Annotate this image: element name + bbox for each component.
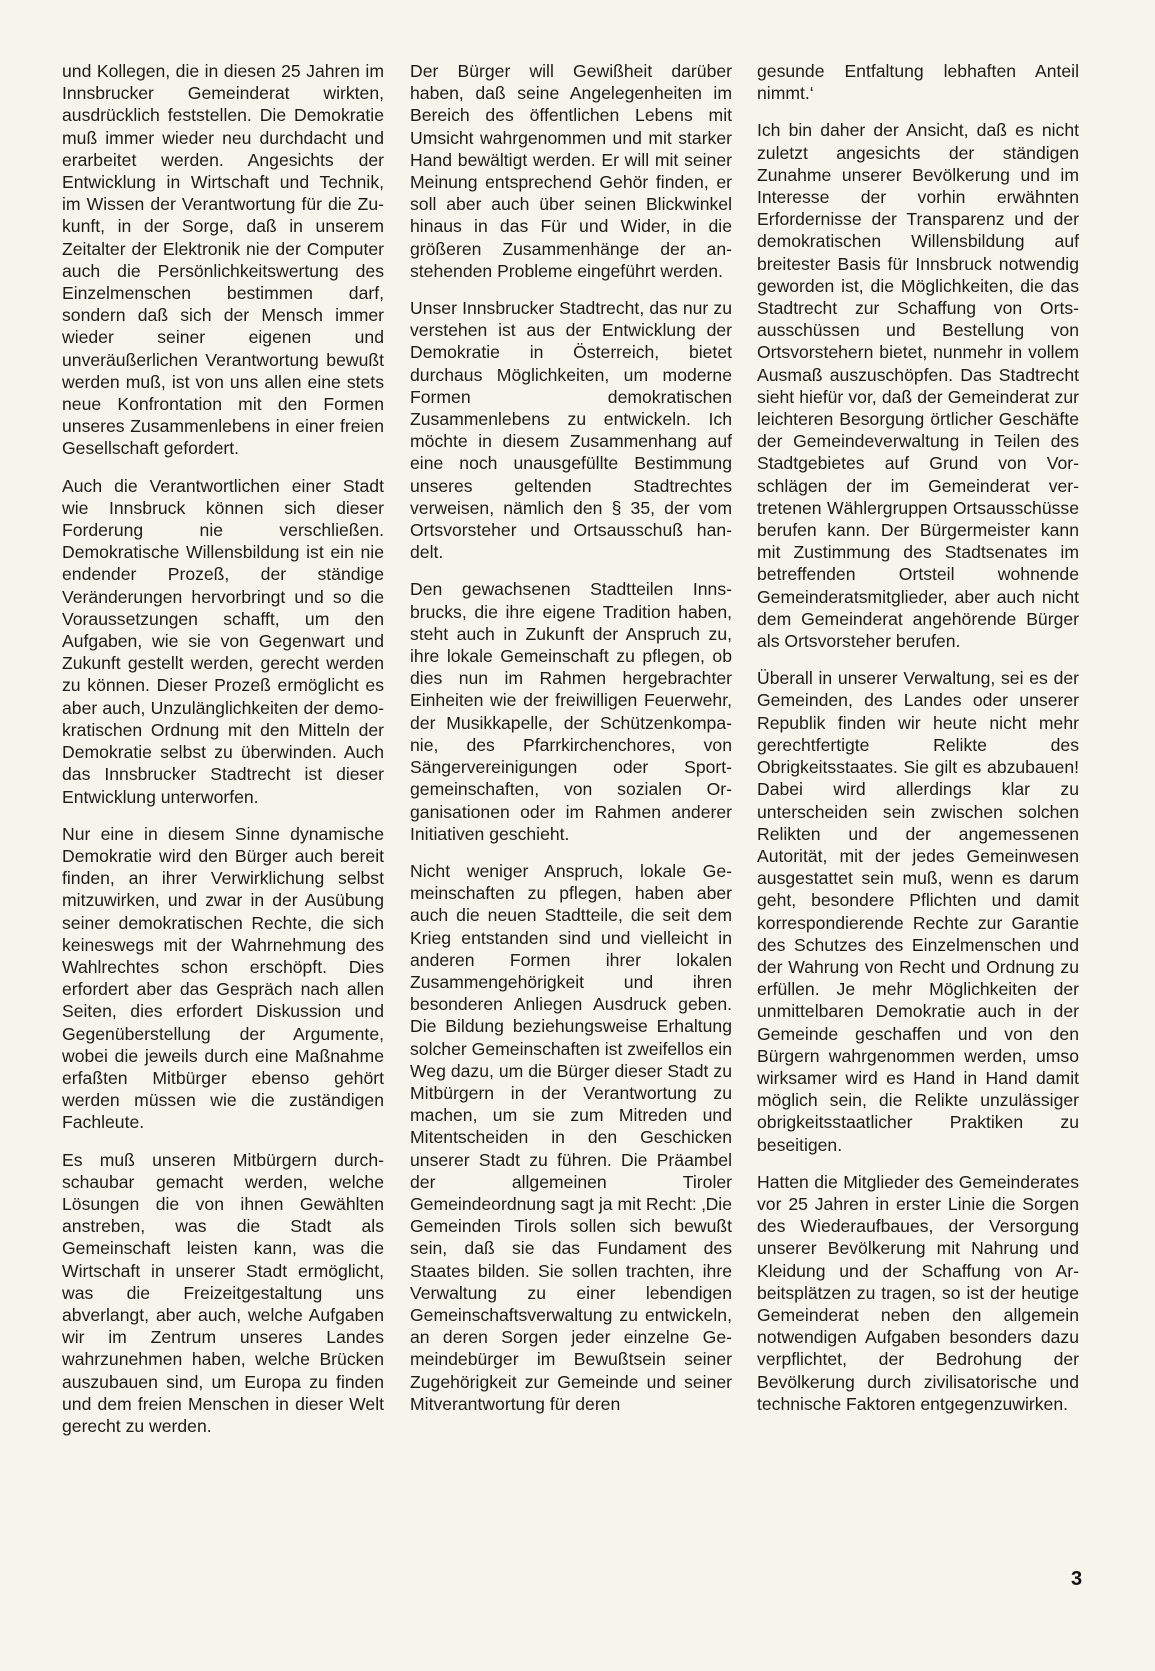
page-number: 3 [1071,1568,1083,1590]
paragraph: Den gewachsenen Stadtteilen Innsbrucks, die ihre eigene Tradition haben, steht auch in Zukunft der Anspruch zu, ihre lokale Gemeinschaft zu pflegen, ob dies nun im Rahmen hergebrachter Einheiten wie der freiwilligen Feuerwehr, der Musikkapelle, der Schützenkompanie, des Pfarrkirchenchores, von Sängervereinigungen oder Sportgemeinschaften, von sozialen Organisationen oder im Rahmen anderer Initiativen geschieht. [410,579,732,844]
paragraph: gesunde Entfaltung lebhaften Anteil nimmt.‘ [757,61,1079,104]
paragraph: und Kollegen, die in diesen 25 Jahren im Innsbrucker Gemeinderat wirkten, ausdrücklich feststellen. Die Demokratie muß immer wieder neu durchdacht und erarbeitet werden. Angesichts der Entwicklung in Wirtschaft und Technik, im Wissen der Verantwortung für die Zukunft, in der Sorge, daß in unserem Zeitalter der Elektronik nie der Computer auch die Persönlichkeitswertung des Einzelmenschen bestimmen darf, sondern daß sich der Mensch immer wieder seiner eigenen und unveräußerlichen Verantwortung bewußt werden muß, ist von uns allen eine stets neue Konfrontation mit den Formen unseres Zusammenlebens in einer freien Gesellschaft gefordert. [62,61,384,459]
text-column-3 [757,60,1079,1430]
paragraph: Auch die Verantwortlichen einer Stadt wie Innsbruck können sich dieser Forderung nie verschließen. Demokratische Willensbildung ist ein nie endender Prozeß, der ständige Veränderungen hervorbringt und so die Voraussetzungen schafft, um den Aufgaben, wie sie von Gegenwart und Zukunft gestellt werden, gerecht werden zu können. Dieser Prozeß ermöglicht es aber auch, Unzulänglichkeiten der demokratischen Ordnung mit den Mitteln der Demokratie selbst zu überwinden. Auch das Innsbrucker Stadtrecht ist dieser Entwicklung unterworfen. [62,475,384,807]
paragraph: Unser Innsbrucker Stadtrecht, das nur zu verstehen ist aus der Entwicklung der Demokratie in Österreich, bietet durchaus Möglichkeiten, um moderne Formen demokratischen Zusammenlebens zu entwickeln. Ich möchte in diesem Zusammenhang auf eine noch unausgefüllte Bestimmung unseres geltenden Stadtrechtes verweisen, nämlich den § 35, der vom Ortsvorsteher und Ortsausschuß handelt. [410,298,732,563]
paragraph: Nur eine in diesem Sinne dynamische Demokratie wird den Bürger auch bereit finden, an ihrer Verwirklichung selbst mitzuwirken, und zwar in der Ausübung seiner demokratischen Rechte, die sich keineswegs mit der Wahrnehmung des Wahlrechtes schon erschöpft. Dies erfordert aber das Gespräch nach allen Seiten, dies erfordert Diskussion und Gegenüberstellung der Argumente, wobei die jeweils durch eine Maßnahme erfaßten Mitbürger ebenso gehört werden müssen wie die zuständigen Fachleute. [62,823,384,1133]
text-column-2 [410,60,732,1430]
paragraph: Der Bürger will Gewißheit darüber haben, daß seine Angelegenheiten im Bereich des öffentlichen Lebens mit Umsicht wahrgenommen und mit starker Hand bewältigt werden. Er will mit seiner Meinung entsprechend Gehör finden, er soll aber auch über seinen Blickwinkel hinaus in das Für und Wider, in die größeren Zusammenhänge der anstehenden Probleme eingeführt werden. [410,61,732,281]
paragraph: Nicht weniger Anspruch, lokale Gemeinschaften zu pflegen, haben aber auch die neuen Stadtteile, die seit dem Krieg entstanden sind und vielleicht in anderen Formen ihrer lokalen Zusammengehörigkeit und ihren besonderen Anliegen Ausdruck geben. Die Bildung beziehungsweise Erhaltung solcher Gemeinschaften ist zweifellos ein Weg dazu, um die Bürger dieser Stadt zu Mitbürgern in der Verantwortung zu machen, um sie zum Mitreden und Mitentscheiden in den Geschicken unserer Stadt zu führen. Die Präambel der allgemeinen Tiroler Gemeindeordnung sagt ja mit Recht: ‚Die Gemeinden Tirols sollen sich bewußt sein, daß sie das Fundament des Staates bilden. Sie sollen trachten, ihre Verwaltung zu einer lebendigen Gemeinschaftsverwaltung zu entwickeln, an deren Sorgen jeder einzelne Gemeindebürger im Bewußtsein seiner Zugehörigkeit zur Gemeinde und seiner Mitverantwortung für deren [410,860,732,1414]
paragraph: Hatten die Mitglieder des Gemeinderates vor 25 Jahren in erster Linie die Sorgen des Wiederaufbaues, der Versorgung unserer Bevölkerung mit Nahrung und Kleidung und der Schaffung von Arbeitsplätzen zu tragen, so ist der heutige Gemeinderat neben den allgemein notwendigen Aufgaben besonders dazu verpflichtet, der Bedrohung der Bevölkerung durch zivilisatorische und technische Faktoren entgegenzuwirken. [757,1171,1079,1414]
paragraph: Ich bin daher der Ansicht, daß es nicht zuletzt angesichts der ständigen Zunahme unserer Bevölkerung und im Interesse der vorhin erwähnten Erfordernisse der Transparenz und der demokratischen Willensbildung auf breitester Basis für Innsbruck notwendig geworden ist, die Möglichkeiten, die das Stadtrecht zur Schaffung von Ortsausschüssen und Bestellung von Ortsvorstehern bietet, nunmehr in vollem Ausmaß auszuschöpfen. Das Stadtrecht sieht hiefür vor, daß der Gemeinderat zur leichteren Besorgung örtlicher Geschäfte der Gemeindeverwaltung in Teilen des Stadtgebietes auf Grund von Vorschlägen der im Gemeinderat vertretenen Wählergruppen Ortsausschüsse berufen kann. Der Bürgermeister kann mit Zustimmung des Stadtsenates im betreffenden Ortsteil wohnende Gemeinderatsmitglieder, aber auch nicht dem Gemeinderat angehörende Bürger als Ortsvorsteher berufen. [757,120,1079,652]
paragraph: Es muß unseren Mitbürgern durchschaubar gemacht werden, welche Lösungen die von ihnen Gewählten anstreben, was die Stadt als Gemeinschaft leisten kann, was die Wirtschaft in unserer Stadt ermöglicht, was die Freizeitgestaltung uns abverlangt, aber auch, welche Aufgaben wir im Zentrum unseres Landes wahrzunehmen haben, welche Brücken auszubauen sind, um Europa zu finden und dem freien Menschen in dieser Welt gerecht zu werden. [62,1149,384,1436]
paragraph: Überall in unserer Verwaltung, sei es der Gemeinden, des Landes oder unserer Republik finden wir heute nicht mehr gerechtfertigte Relikte des Obrigkeitsstaates. Sie gilt es abzubauen! Dabei wird allerdings klar zu unterscheiden sein zwischen solchen Relikten und der angemessenen Autorität, mit der jedes Gemeinwesen ausgestattet sein muß, wenn es darum geht, besondere Pflichten und damit korrespondierende Rechte zur Garantie des Schutzes des Einzelmenschen und der Wahrung von Recht und Ordnung zu erfüllen. Je mehr Möglichkeiten der unmittelbaren Demokratie auch in der Gemeinde geschaffen und von den Bürgern wahrgenommen werden, umso wirksamer wird es Hand in Hand damit möglich sein, die Relikte unzulässiger obrigkeitsstaatlicher Praktiken zu beseitigen. [757,668,1079,1155]
text-column-1 [62,60,384,1452]
